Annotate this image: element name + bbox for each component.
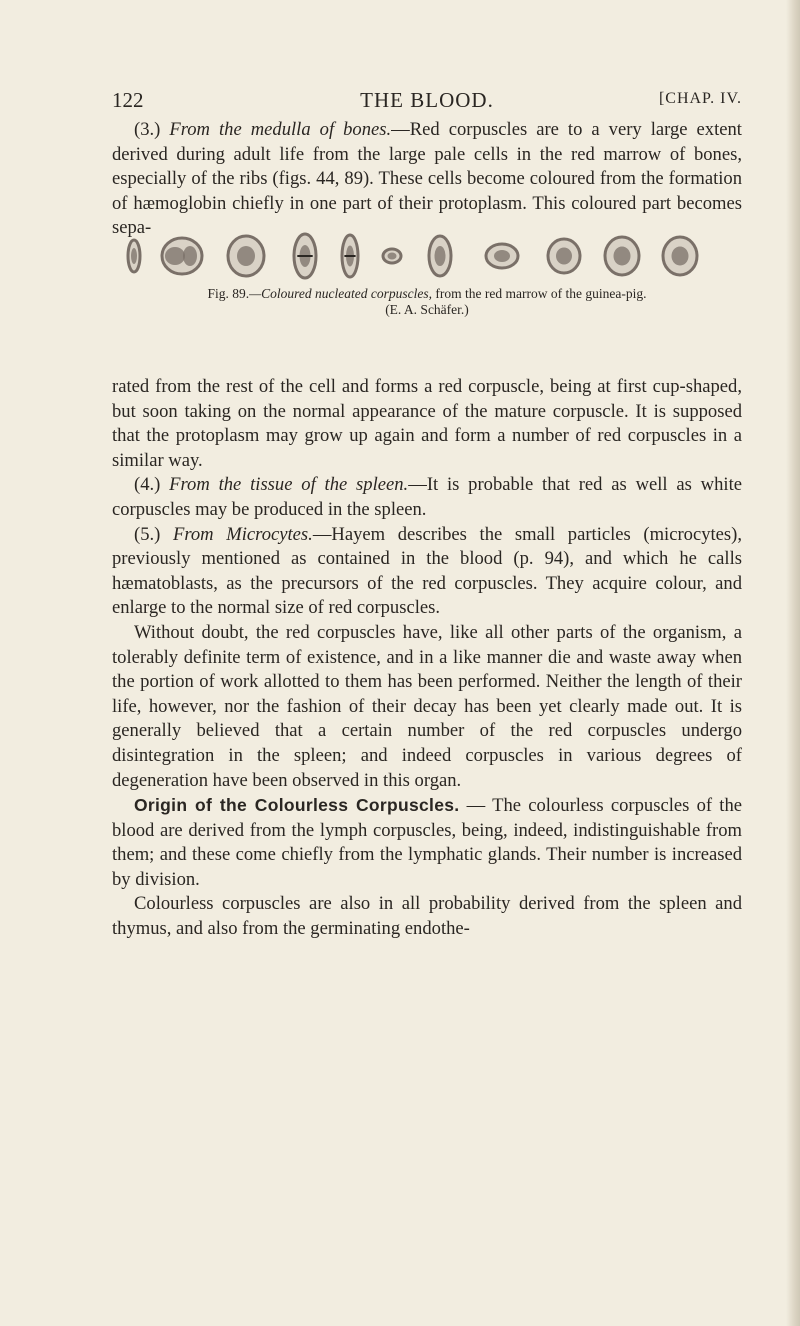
paragraph-medulla: (3.) From the medulla of bones.—Red corpuscles are to a very large extent derived during adult life from the large pale cells in the red marrow of bones, especially of the ribs (figs. 44, 89). These cells become coloured from the formation of hæmoglobin chiefly in one part of their protoplasm. This coloured part becomes sepa- — [112, 119, 742, 239]
caption-text: from the red marrow of the guinea-pig. — [432, 286, 647, 301]
paragraph-spleen: (4.) From the tissue of the spleen.—It is probable that red as well as white corpuscles may be produced in the spleen. — [112, 474, 742, 520]
chapter-label: [CHAP. IV. — [658, 90, 742, 107]
corpuscle-4 — [294, 234, 316, 278]
corpuscle-5 — [342, 235, 358, 277]
paragraph-colourless-spleen: Colourless corpuscles are also in all probability derived from the spleen and thymus, and also from the germinating endothe- — [112, 893, 742, 940]
text-block-main — [112, 375, 742, 942]
paragraph-medulla-cont: rated from the rest of the cell and forms a red corpuscle, being at first cup-shaped, but soon taking on the normal appearance of the mature corpuscle. It is supposed that the protoplasm may grow up again and form a number of red corpuscles in a similar way. — [112, 376, 742, 471]
corpuscle-2 — [162, 238, 202, 274]
figure-caption — [112, 286, 742, 318]
corpuscle-3 — [228, 236, 264, 276]
paragraph-lifespan: Without doubt, the red corpuscles have, like all other parts of the organism, a tolerably definite term of existence, and in a like manner die and waste away when the portion of work allotted to them has been performed. Neither the length of their life, however, nor the fashion of their decay has been yet clearly made out. It is generally believed that a certain number of the red corpuscles undergo disintegration in the spleen; and indeed corpuscles in various degrees of degeneration have been observed in this organ. — [112, 621, 742, 791]
caption-author: (E. A. Schäfer.) — [385, 302, 469, 317]
corpuscle-10 — [605, 237, 639, 275]
italic-heading: From Microcytes. — [172, 523, 313, 545]
paragraph-microcytes: (5.) From Microcytes.—Hayem describes the small particles (microcytes), previously mentioned as contained in the blood (p. 94), and which he calls hæmatoblasts, as the precursors of the red corpuscles. They acquire colour, and enlarge to the normal size of red corpuscles. — [112, 523, 742, 619]
corpuscle-6 — [383, 249, 401, 263]
corpuscle-7 — [429, 236, 451, 276]
page-number: 122 — [112, 88, 144, 112]
running-header — [112, 86, 742, 114]
text-block-top — [112, 118, 742, 241]
italic-heading: From the tissue of the spleen. — [169, 474, 409, 496]
section-heading: Origin of the Colourless Corpuscles. — [134, 795, 460, 816]
corpuscle-11 — [663, 237, 697, 275]
caption-italic: —Coloured nucleated corpuscles, — [249, 286, 433, 301]
figure-corpuscles — [120, 226, 740, 286]
corpuscle-1 — [128, 240, 140, 272]
running-title: THE BLOOD. — [360, 88, 494, 112]
paragraph-colourless-origin: Origin of the Colourless Corpuscles. — The colourless corpuscles of the blood are derived from the lymph corpuscles, being, indeed, indistinguishable from them; and these come chiefly from the lymphatic glands. Their number is increased by division. — [112, 795, 742, 890]
corpuscle-8 — [486, 244, 518, 268]
page-edge-shadow — [786, 0, 800, 1326]
corpuscle-9 — [548, 239, 580, 273]
caption-label: Fig. 89. — [207, 286, 250, 301]
italic-heading: From the medulla of bones. — [169, 119, 392, 140]
